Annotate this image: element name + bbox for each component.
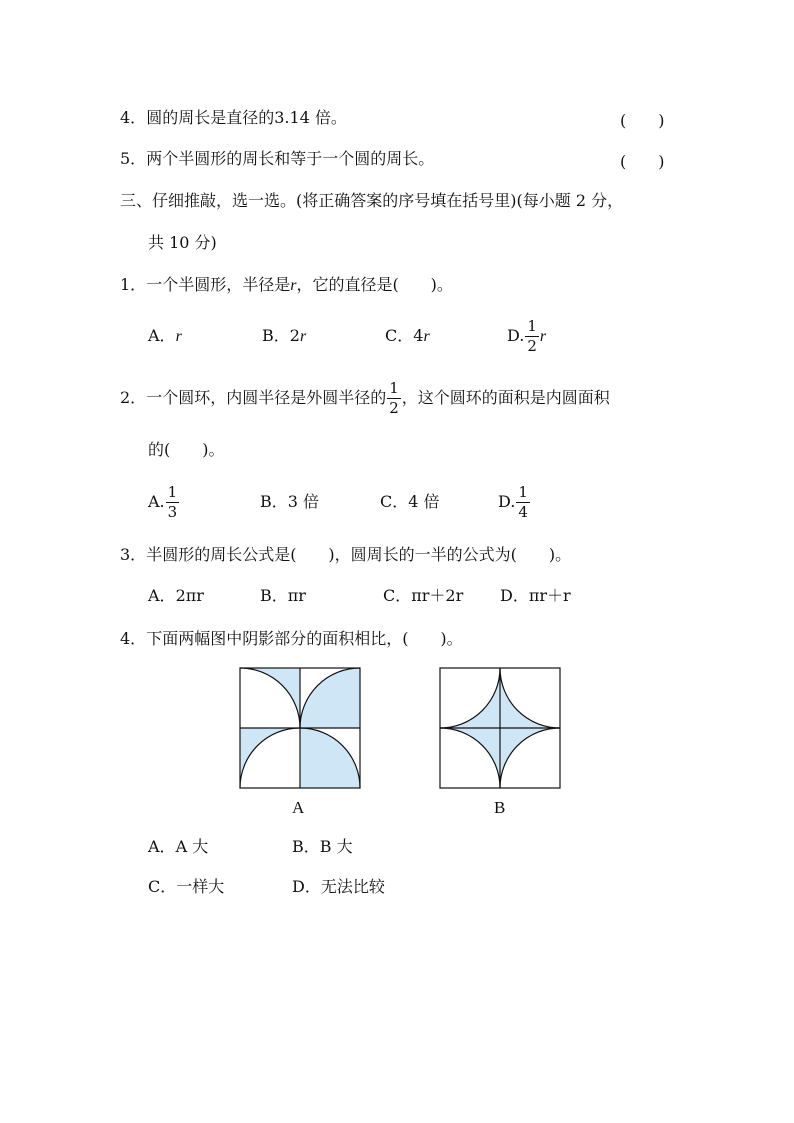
q4-option-a[interactable] <box>148 837 208 857</box>
option-key: B． <box>292 837 320 856</box>
q2-option-a[interactable] <box>148 480 180 524</box>
option-key: A． <box>148 586 176 605</box>
answer-paren[interactable]: ( ) <box>620 152 665 171</box>
figure-b-label: B <box>494 798 506 817</box>
question-2 <box>120 376 610 420</box>
question-3 <box>120 545 571 565</box>
figure-b-lines <box>440 668 560 788</box>
judge-item-4 <box>120 108 347 128</box>
question-text: ，它的直径是( )。 <box>296 275 453 294</box>
item-number: 4． <box>120 108 147 127</box>
q3-option-d[interactable] <box>500 586 571 606</box>
fraction-numerator: 1 <box>389 379 399 397</box>
q2-option-d[interactable] <box>498 480 531 524</box>
q1-option-d[interactable] <box>507 314 546 359</box>
option-key: C． <box>383 586 412 605</box>
option-value: 一样大 <box>176 877 225 896</box>
option-value: 2πr <box>175 586 204 605</box>
figure-a-label: A <box>292 798 305 817</box>
item-text: 圆的周长是直径的3.14 倍。 <box>146 108 347 127</box>
q1-option-a[interactable] <box>148 326 182 347</box>
q4-option-c[interactable] <box>148 877 224 897</box>
option-key: C． <box>385 326 414 345</box>
q2-option-c[interactable] <box>380 492 440 512</box>
option-key: C． <box>380 492 409 511</box>
q4-option-d[interactable] <box>292 877 385 897</box>
option-value: πr＋2r <box>411 586 464 605</box>
option-value: 无法比较 <box>320 877 385 896</box>
option-key: A． <box>148 837 176 856</box>
fraction-denominator: 2 <box>527 337 537 355</box>
option-value: 3 倍 <box>287 492 320 511</box>
option-key: D. <box>498 492 516 511</box>
q1-option-b[interactable] <box>262 326 306 347</box>
option-key: A. <box>148 492 165 511</box>
option-key: C． <box>148 877 177 896</box>
option-coef: 4 <box>413 326 424 345</box>
option-value: r <box>539 328 547 345</box>
section-heading-cont: 共 10 分) <box>148 233 217 252</box>
judge-item-5 <box>120 149 434 169</box>
option-key: B． <box>260 492 288 511</box>
option-value: A 大 <box>175 837 209 856</box>
fraction <box>525 319 539 354</box>
option-key: D． <box>500 586 529 605</box>
option-value: πr＋r <box>528 586 571 605</box>
question-1 <box>120 275 453 296</box>
q3-option-c[interactable] <box>383 586 463 606</box>
q4-option-b[interactable] <box>292 837 353 857</box>
item-text: 两个半圆形的周长和等于一个圆的周长。 <box>146 149 435 168</box>
option-key: B． <box>262 326 290 345</box>
fraction <box>166 485 180 520</box>
option-key: B． <box>260 586 288 605</box>
option-value: 4 倍 <box>408 492 440 511</box>
option-value: r <box>423 328 430 345</box>
question-text: ，这个圆环的面积是内圆面积 <box>401 388 610 407</box>
q3-option-b[interactable] <box>260 586 306 606</box>
fraction-numerator: 1 <box>518 483 528 501</box>
option-coef: 2 <box>289 326 300 345</box>
q2-option-b[interactable] <box>260 492 319 512</box>
answer-paren[interactable]: ( ) <box>620 111 665 130</box>
q3-option-a[interactable] <box>148 586 204 606</box>
item-number: 5． <box>120 149 147 168</box>
option-value: r <box>175 328 182 345</box>
question-text: 下面两幅图中阴影部分的面积相比，( )。 <box>146 629 463 648</box>
option-value: r <box>299 328 307 345</box>
fraction-denominator: 2 <box>389 399 399 417</box>
option-value: πr <box>287 586 306 605</box>
figure-a <box>238 666 362 790</box>
question-number: 2． <box>120 388 147 407</box>
q1-option-c[interactable] <box>385 326 430 347</box>
option-value: B 大 <box>319 837 353 856</box>
question-text: 一个半圆形，半径是 <box>146 275 291 294</box>
question-number: 4． <box>120 629 147 648</box>
option-key: D． <box>292 877 321 896</box>
option-key: A． <box>148 326 176 345</box>
question-number: 1． <box>120 275 147 294</box>
question-4 <box>120 629 463 649</box>
option-key: D. <box>507 326 525 345</box>
figure-b <box>438 666 562 790</box>
question-text: 半圆形的周长公式是( )，圆周长的一半的公式为( )。 <box>146 545 572 564</box>
fraction-denominator: 3 <box>167 503 178 521</box>
fraction-numerator: 1 <box>527 317 537 335</box>
variable-r: r <box>290 277 297 294</box>
fraction <box>516 485 530 520</box>
fraction-denominator: 4 <box>518 503 528 521</box>
fraction-numerator: 1 <box>167 483 178 501</box>
question-text: 一个圆环，内圆半径是外圆半径的 <box>146 388 387 407</box>
section-heading: 三、仔细推敲，选一选。(将正确答案的序号填在括号里)(每小题 2 分， <box>120 191 624 210</box>
question-2-cont: 的( )。 <box>148 440 225 459</box>
fraction <box>387 381 401 416</box>
question-number: 3． <box>120 545 147 564</box>
